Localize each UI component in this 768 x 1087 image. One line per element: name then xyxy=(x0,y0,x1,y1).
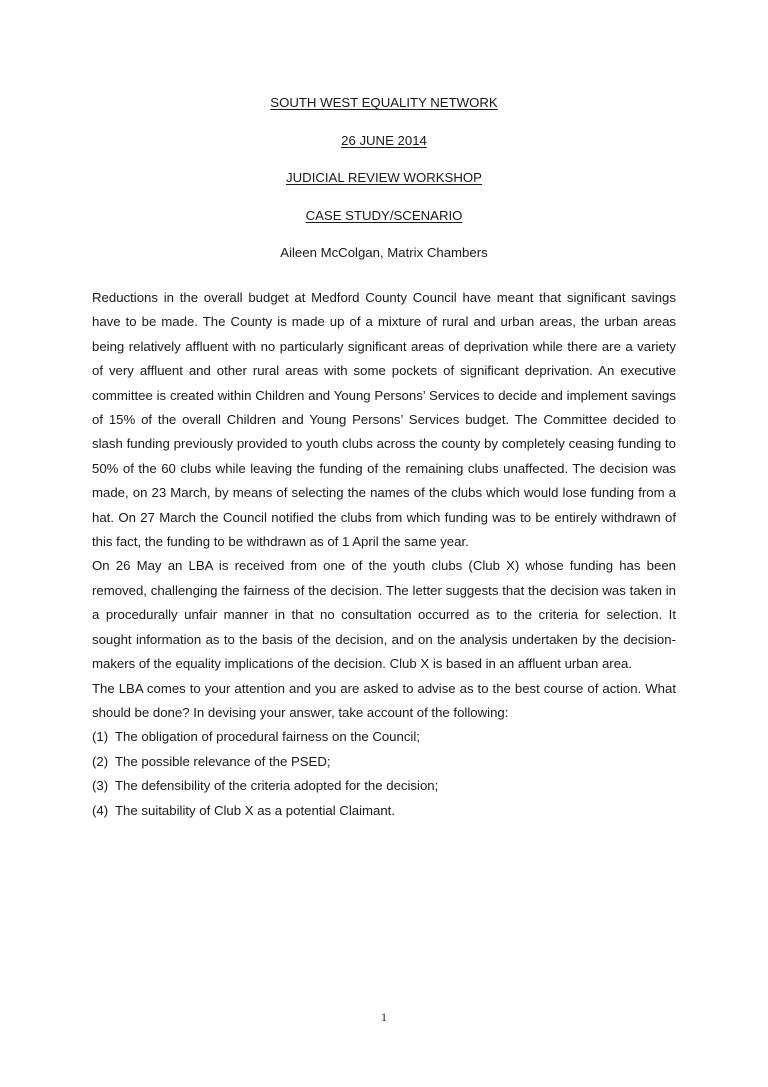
author-text: Aileen McColgan, Matrix Chambers xyxy=(280,245,488,260)
date-text: 26 JUNE 2014 xyxy=(341,133,427,148)
paragraph-task: The LBA comes to your attention and you are asked to advise as to the best course of action. What should be done? In devising your answer, take account of the following: xyxy=(92,680,676,720)
list-item-number: (1) xyxy=(92,729,109,745)
list-item-text: The obligation of procedural fairness on the Council; xyxy=(115,729,420,745)
list-item-number: (2) xyxy=(92,753,109,769)
list-item-number: (4) xyxy=(92,802,109,818)
event-text: JUDICIAL REVIEW WORKSHOP xyxy=(286,170,482,185)
document-body xyxy=(92,286,676,823)
doc-type-heading xyxy=(0,208,768,224)
list-item xyxy=(92,774,676,798)
considerations-list xyxy=(92,725,676,823)
page-number: 1 xyxy=(381,1010,387,1024)
list-item xyxy=(92,750,676,774)
author-line xyxy=(0,245,768,261)
list-item xyxy=(92,799,676,823)
organisation-heading xyxy=(0,95,768,111)
list-item-text: The possible relevance of the PSED; xyxy=(115,753,331,769)
paragraph-scenario: Reductions in the overall budget at Medford County Council have meant that significant savings have to be made. The County is made up of a mixture of rural and urban areas, the urban areas being relatively affluent with no particularly significant areas of deprivation while there are a variety of very affluent and other rural areas with some pockets of significant deprivation. An executive committee is created within Children and Young Persons’ Services to decide and implement savings of 15% of the overall Children and Young Persons’ Services budget. The Committee decided to slash funding previously provided to youth clubs across the county by completely ceasing funding to 50% of the 60 clubs while leaving the funding of the remaining clubs unaffected. The decision was made, on 23 March, by means of selecting the names of the clubs which would lose funding from a hat. On 27 March the Council notified the clubs from which funding was to be entirely withdrawn of this fact, the funding to be withdrawn as of 1 April the same year. xyxy=(92,290,676,550)
paragraph-lba: On 26 May an LBA is received from one of the youth clubs (Club X) whose funding has been removed, challenging the fairness of the decision. The letter suggests that the decision was taken in a procedurally unfair manner in that no consultation occurred as to the criteria for selection. It sought information as to the basis of the decision, and on the analysis undertaken by the decision-makers of the equality implications of the decision. Club X is based in an affluent urban area. xyxy=(92,558,676,672)
list-item-number: (3) xyxy=(92,778,109,794)
organisation-text: SOUTH WEST EQUALITY NETWORK xyxy=(270,95,498,110)
list-item-text: The defensibility of the criteria adopted for the decision; xyxy=(115,778,439,794)
list-item-text: The suitability of Club X as a potential Claimant. xyxy=(115,802,396,818)
date-heading xyxy=(0,133,768,149)
event-heading xyxy=(0,170,768,186)
doc-type-text: CASE STUDY/SCENARIO xyxy=(305,208,463,223)
list-item xyxy=(92,725,676,749)
